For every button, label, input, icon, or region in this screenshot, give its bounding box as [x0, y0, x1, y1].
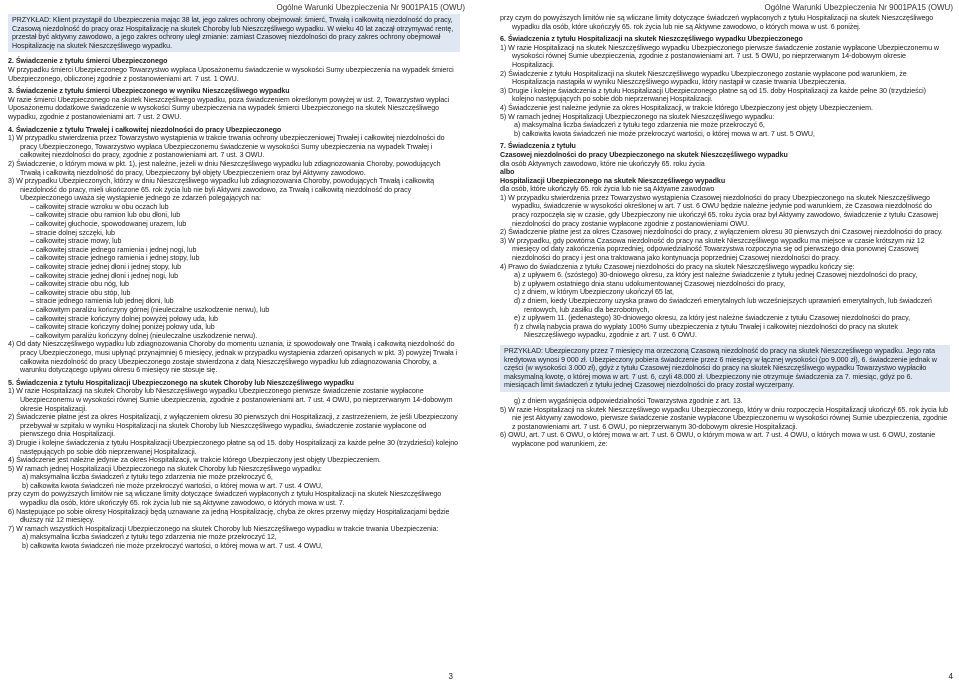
dash-item: – całkowitej stracie jednego ramienia i jednej nogi, lub: [30, 245, 197, 254]
list-item: 1) W razie Hospitalizacji na skutek Choroby lub Nieszczęśliwego wypadku Ubezpieczonego pierwsze świadczenie zostanie wypłacone Ubezpieczonemu w wysokości równej Sumie ubezpieczenia, zgodnie z postanowieniami art. 7 ust. 4 OWU, po nieprzerwanym 14-dobowym okresie Hospitalizacji.: [8, 387, 453, 413]
list-item: 4) Świadczenie jest należne jedynie za okres Hospitalizacji, w trakcie którego Ubezpieczony jest objęty Ubezpieczeniem.: [8, 456, 381, 465]
dash-item: – całkowitej stracie wzroku w obu oczach lub: [30, 202, 169, 211]
section-title: Świadczenia z tytułu Hospitalizacji Ubezpieczonego na skutek Choroby lub Nieszczęśliwego wypadku: [15, 378, 354, 387]
list-item: 1) W przypadku stwierdzenia przez Towarzystwo wystąpienia Czasowej niezdolności do pracy Ubezpieczonego na skutek Nieszczęśliwego wypadku, świadczenie w wysokości określonej w art. 7 ust. 6 OWU będzie należne jedynie pod warunkiem, że Czasowa niezdolność do pracy rozpoczęła się w czasie, gdy Ubezpieczony nie ukończył 65. roku życia oraz był Aktywny zawodowo, świadczenie z tytułu Czasowej niezdolności do pracy zostanie wypłacone zgodnie z postanowieniami OWU.: [500, 193, 938, 228]
dash-item: – całkowitej stracie jednej dłoni i jednej stopy, lub: [30, 263, 182, 272]
section-lead: Czasowej niezdolności do pracy Ubezpieczonego na skutek Nieszczęśliwego wypadku: [500, 150, 788, 159]
dash-item: – całkowitej stracie kończyny dolnej powyżej połowy uda, lub: [30, 314, 218, 323]
list-item: 2) Świadczenie z tytułu Hospitalizacji na skutek Nieszczęśliwego wypadku Ubezpieczonego zostanie wypłacone pod warunkiem, że Hospitalizacja nastąpiła w wyniku Nieszczęśliwego wypadku, który nastąpił w czasie trwania Ubezpieczenia.: [500, 69, 907, 87]
list-note: przy czym do powyższych limitów nie są wliczane limity dotyczące świadczeń wypłaconych z tytułu Hospitalizacji na skutek Nieszczęśliwego wypadku dla osób, które ukończyły 65. rok życia lub nie są Aktywne zawodowo, o których mowa w ust. 7.: [8, 490, 442, 508]
list-item: 6) Następujące po sobie okresy Hospitalizacji będą uznawane za jedną Hospitalizację, chyba że okres przerwy między Hospitalizacjami będzie dłuższy niż 12 miesięcy.: [8, 507, 450, 525]
section-lead: dla osób, które ukończyły 65. rok życia lub nie są Aktywne zawodowo: [500, 185, 715, 194]
sub-item: a) maksymalna liczba świadczeń z tytułu tego zdarzenia nie może przekroczyć 6,: [22, 473, 273, 482]
section-text: W razie śmierci Ubezpieczonego na skutek Nieszczęśliwego wypadku, poza świadczeniem określonym powyżej w ust. 2, Towarzystwo wypłaci Uposażonemu dodatkowe świadczenie w wysokości Sumy ubezpieczenia na wypadek śmierci Ubezpieczonego na skutek Nieszczęśliwego wypadku, zgodnie z postanowieniami art. 7 ust. 2 OWU.: [8, 95, 450, 121]
list-item: 4) Prawo do świadczenia z tytułu Czasowej niezdolności do pracy na skutek Nieszczęśliwego wypadku kończy się:: [500, 262, 855, 271]
section-title: Świadczenie z tytułu śmierci Ubezpieczonego w wyniku Nieszczęśliwego wypadku: [15, 87, 290, 96]
dash-item: – całkowitej stracie kończyny dolnej poniżej połowy uda, lub: [30, 323, 215, 332]
dash-item: – całkowitej stracie mowy, lub: [30, 237, 122, 246]
list-item: 6) OWU, art. 7 ust. 6 OWU, o której mowa w art. 7 ust. 6 OWU, o którym mowa w art. 7 ust. 4 OWU, o których mowa w ust. 6 OWU, zostanie wypłacone pod warunkiem, że:: [500, 431, 936, 448]
sub-item: b) całkowita kwota świadczeń nie może przekroczyć wartości, o której mowa w art. 7 ust. 5 OWU,: [514, 129, 815, 138]
list-item: 3) Drugie i kolejne świadczenia z tytułu Hospitalizacji Ubezpieczonego płatne są od 15. doby Hospitalizacji za każde pełne 30 (trzydzieści) kolejno następujących po sobie dób nieprzerwanej Hospitalizacji.: [8, 438, 459, 456]
sub-item: e) z upływem 11. (jedenastego) 30-dniowego okresu, za który jest należne świadczenie z tytułu Czasowej niezdolności do pracy,: [514, 314, 911, 323]
continued-text: przy czym do powyższych limitów nie są wliczane limity dotyczące świadczeń wypłaconych z tytułu Hospitalizacji na skutek Nieszczęśliwego wypadku dla osób, które ukończyły 65. rok życia lub nie są Aktywne zawodowo, o których mowa w ust. 6 poniżej.: [500, 14, 934, 31]
section-title: Świadczenia z tytułu Hospitalizacji na skutek Nieszczęśliwego wypadku Ubezpieczonego: [507, 35, 803, 44]
dash-item: – całkowitej stracie jednej dłoni i jednej nogi, lub: [30, 271, 179, 280]
list-item: 2) Świadczenie, o którym mowa w pkt. 1), jest należne, jeżeli w dniu Nieszczęśliwego wypadku lub zdiagnozowania Choroby, powodujących Trwałą i całkowitą niezdolność do pracy, Ubezpieczony był objęty Ubezpieczeniem oraz był Aktywny zawodowo.: [8, 159, 441, 177]
sub-item: c) z dniem, w którym Ubezpieczony ukończył 65 lat,: [514, 288, 674, 297]
section-lead: dla osób Aktywnych zawodowo, które nie ukończyły 65. roku życia: [500, 159, 705, 168]
sub-item: b) z upływem ostatniego dnia stanu udokumentowanej Czasowej niezdolności do pracy,: [514, 279, 786, 288]
list-item: 5) W ramach jednej Hospitalizacji Ubezpieczonego na skutek Choroby lub Nieszczęśliwego wypadku:: [8, 464, 322, 473]
section-title: Świadczenie z tytułu śmierci Ubezpieczonego: [15, 57, 168, 66]
list-item: 3) Drugie i kolejne świadczenia z tytułu Hospitalizacji Ubezpieczonego płatne są od 15. doby Hospitalizacji za każde pełne 30 (trzydzieści) kolejno następujących po sobie dób nieprzerwanej Hospitalizacji.: [500, 86, 926, 104]
sub-item: b) całkowita kwota świadczeń nie może przekroczyć wartości, o której mowa w art. 7 ust. 4 OWU,: [22, 481, 323, 490]
sub-item: f) z chwilą nabycia prawa do wypłaty 100% Sumy ubezpieczenia z tytułu Trwałej i całkowitej niezdolności do pracy na skutek Nieszczęśliwego wypadku, zgodnie z art. 7 ust. 6 OWU.: [514, 322, 898, 340]
dash-item: – całkowitej stracie jednego ramienia i jednej stopy, lub: [30, 254, 200, 263]
sub-item: a) maksymalna liczba świadczeń z tytułu tego zdarzenia nie może przekroczyć 6,: [514, 121, 765, 130]
list-item: 4) Świadczenie jest należne jedynie za okres Hospitalizacji, w trakcie którego Ubezpieczony jest objęty Ubezpieczeniem.: [500, 103, 873, 112]
list-item: 4) Od daty Nieszczęśliwego wypadku lub zdiagnozowania Choroby do momentu uznania, iż spowodowały one Trwałą i całkowitą niezdolność do pracy Ubezpieczonego, musi upłynąć przynajmniej 6 miesięcy, jednak w przypadku wystąpienia zdarzeń opisanych w pkt. 3) powyżej Trwała i całkowita niezdolność do pracy Ubezpieczonego zostaje stwierdzona z datą Nieszczęśliwego wypadku lub zdiagnozowania Choroby, a warunku dotyczącego upływu okresu 6 miesięcy nie stosuje się.: [8, 340, 458, 375]
section-text: W przypadku śmierci Ubezpieczonego Towarzystwo wypłaca Uposażonemu świadczenie w wysokości Sumy ubezpieczenia na wypadek śmierci Ubezpieczonego, obliczonej zgodnie z postanowieniami art. 7 ust. 1 OWU.: [8, 65, 454, 83]
page-number: 3: [448, 672, 453, 681]
section-lead: Hospitalizacji Ubezpieczonego na skutek Nieszczęśliwego wypadku: [500, 176, 726, 185]
sub-item: b) całkowita kwota świadczeń nie może przekroczyć wartości, o której mowa w art. 7 ust. 4 OWU,: [22, 542, 323, 551]
page-right: [480, 0, 959, 685]
dash-item: – stracie jednego ramienia lub jednej dłoni, lub: [30, 297, 174, 306]
section-3: 3. Świadczenie z tytułu śmierci Ubezpieczonego w wyniku Nieszczęśliwego wypadku W razie śmierci Ubezpieczonego na skutek Nieszczęśliwego wypadku, poza świadczeniem określonym powyżej w ust. 2, Towarzystwo wypłaci Uposażonemu dodatkowe świadczenie w wysokości Sumy ubezpieczenia na wypadek śmierci Ubezpieczonego na skutek Nieszczęśliwego wypadku, zgodnie z postanowieniami art. 7 ust. 2 OWU.: [8, 87, 460, 121]
list-item: 2) Świadczenie płatne jest za okres Hospitalizacji, z wyłączeniem okresu 30 pierwszych dni Hospitalizacji, z zastrzeżeniem, że jeśli Ubezpieczony przebywał w szpitalu w wyniku Hospitalizacji na skutek Choroby lub Nieszczęśliwego wypadku, świadczenie zostanie wypłacone od pierwszego dnia Hospitalizacji.: [8, 413, 458, 439]
dash-item: – całkowitej stracie obu ramion lub obu dłoni, lub: [30, 211, 181, 220]
dash-item: – całkowitym paraliżu kończyny górnej (nieuleczalne uszkodzenie nerwu), lub: [30, 306, 270, 314]
sub-item: a) z upływem 6. (szóstego) 30-dniowego okresu, za który jest należne świadczenie z tytułu jednej Czasowej niezdolności do pracy,: [514, 271, 918, 280]
page-left: [0, 0, 479, 685]
section-7: 7. Świadczenia z tytułu Czasowej niezdolności do pracy Ubezpieczonego na skutek Nieszczęśliwego wypadku dla osób Aktywnych zawodowo, które nie ukończyły 65. roku życia albo Hospitalizacji Ubezpieczonego na skutek Nieszczęśliwego wypadku dla osób, które ukończyły 65. rok życia lub nie są Aktywne zawodowo 1) W przypadku stwierdzenia przez Towarzystwo wystąpienia Czasowej niezdolności do pracy Ubezpieczonego na skutek Nieszczęśliwego wypadku, świadczenie w wysokości określonej w art. 7 ust. 6 OWU będzie należne jedynie pod warunkiem, że Czasowa niezdolność do pracy rozpoczęła się w czasie, gdy Ubezpieczony nie ukończył 65. roku życia oraz był Aktywny zawodowo, świadczenie z tytułu Czasowej niezdolności do pracy zostanie wypłacone zgodnie z postanowieniami OWU. 2) Świadczenie płatne jest za okres Czasowej niezdolności do pracy, z wyłączeniem okresu 30 pierwszych dni Czasowej niezdolności do pracy. 3) W przypadku, gdy powtórna Czasowa niezdolność do pracy na skutek Nieszczęśliwego wypadku ma miejsce w czasie krótszym niż 12 miesięcy od daty zakończenia poprzedniej, odpowiedzialność Towarzystwa rozpoczyna się od pierwszego dnia ponownej Czasowej niezdolności do pracy i jest ona traktowana jako kontynuacja poprzedniej Czasowej niezdolności do pracy. 4) Prawo do świadczenia z tytułu Czasowej niezdolności do pracy na skutek Nieszczęśliwego wypadku kończy się: a) z upływem 6. (szóstego) 30-dniowego okresu, za który jest należne świadczenie z tytułu jednej Czasowej niezdolności do pracy, b) z upływem ostatniego dnia stanu udokumentowanej Czasowej niezdolności do pracy, c) z dniem, w którym Ubezpieczony ukończył 65 lat, d) z dniem, kiedy Ubezpieczony uzyska prawo do świadczeń emerytalnych lub wcześniejszych uprawnień emerytalnych, lub świadczeń rentowych, lub zasiłku dla bezrobotnych, e) z upływem 11. (jedenastego) 30-dniowego okresu, za który jest należne świadczenie z tytułu Czasowej niezdolności do pracy, f) z chwilą nabycia prawa do wypłaty 100% Sumy ubezpieczenia z tytułu Trwałej i całkowitej niezdolności do pracy na skutek Nieszczęśliwego wypadku, zgodnie z art. 7 ust. 6 OWU.: [500, 142, 950, 340]
section-lead: albo: [500, 168, 515, 177]
dash-item: – stracie dolnej szczęki, lub: [30, 228, 115, 237]
dash-item: – całkowitym paraliżu kończyny dolnej (nieuleczalne uszkodzenie nerwu).: [30, 331, 258, 340]
example-box: PRZYKŁAD: Klient przystąpił do Ubezpieczenia mając 38 lat, jego zakres ochrony obejmował: śmierć, Trwałą i całkowitą niezdolność do pracy, Czasową niezdolność do pracy oraz Hospitalizację na skutek Choroby lub Nieszczęśliwego wypadku. W wieku 40 lat zaczął otrzymywać rentę, przestał być aktywny zawodowo, a jego zakres ochrony uległ zmianie: zamiast Czasowej niezdolności do pracy zakres ochrony obejmował Hospitalizację na skutek Nieszczęśliwego wypadku.: [8, 14, 460, 52]
section-6: 6. Świadczenia z tytułu Hospitalizacji na skutek Nieszczęśliwego wypadku Ubezpieczonego 1) W razie Hospitalizacji na skutek Nieszczęśliwego wypadku Ubezpieczonego pierwsze świadczenie zostanie wypłacone Ubezpieczonemu w wysokości równej Sumie ubezpieczenia, zgodnie z postanowieniami art. 7 ust. 5 OWU, po nieprzerwanym 14-dobowym okresie Hospitalizacji. 2) Świadczenie z tytułu Hospitalizacji na skutek Nieszczęśliwego wypadku Ubezpieczonego zostanie wypłacone pod warunkiem, że Hospitalizacja nastąpiła w wyniku Nieszczęśliwego wypadku, który nastąpił w czasie trwania Ubezpieczenia. 3) Drugie i kolejne świadczenia z tytułu Hospitalizacji Ubezpieczonego płatne są od 15. doby Hospitalizacji za każde pełne 30 (trzydzieści) kolejno następujących po sobie dób nieprzerwanej Hospitalizacji. 4) Świadczenie jest należne jedynie za okres Hospitalizacji, w trakcie którego Ubezpieczony jest objęty Ubezpieczeniem. 5) W ramach jednej Hospitalizacji Ubezpieczonego na skutek Nieszczęśliwego wypadku: a) maksymalna liczba świadczeń z tytułu tego zdarzenia nie może przekroczyć 6, b) całkowita kwota świadczeń nie może przekroczyć wartości, o której mowa w art. 7 ust. 5 OWU,: [500, 35, 950, 138]
list-item: 3) W przypadku Ubezpieczonych, którzy w dniu Nieszczęśliwego wypadku lub zdiagnozowania Choroby, powodujących Trwałą i całkowitą niezdolność do pracy, mieli ukończone 65. rok życia lub nie byli Aktywni zawodowo, za Trwałą i całkowitą niezdolność do pracy Ubezpieczonego uważa się wystąpienie jednego ze zdarzeń polegających na:: [8, 177, 435, 203]
page-body: [500, 14, 950, 449]
section-title: Świadczenia z tytułu: [507, 142, 576, 151]
page-header: Ogólne Warunki Ubezpieczenia Nr 9001PA15 (OWU): [764, 3, 953, 12]
list-item: 3) W przypadku, gdy powtórna Czasowa niezdolność do pracy na skutek Nieszczęśliwego wypadku ma miejsce w czasie krótszym niż 12 miesięcy od daty zakończenia poprzedniej, odpowiedzialność Towarzystwa rozpoczyna się od pierwszego dnia ponownej Czasowej niezdolności do pracy i jest ona traktowana jako kontynuacja poprzedniej Czasowej niezdolności do pracy.: [500, 236, 925, 263]
example-box: PRZYKŁAD: Ubezpieczony przez 7 miesięcy ma orzeczoną Czasową niezdolność do pracy na skutek Nieszczęśliwego wypadku. Jego rata kredytowa wynosi 9 000 zł. Ubezpieczony pobiera świadczenie przez 6 miesięcy w łącznej wysokości (po 9.000 zł), 6. świadczenie jednak w części (w wysokości 3.000 zł), gdyż z tytułu Czasowej niezdolności do pracy na skutek Nieszczęśliwego wypadku Towarzystwo wypłaciło maksymalną kwotę, o której mowa w art. 7 ust. 6, czyli 48.000 zł. Ubezpieczony nie otrzymuje świadczenia za 7. miesiąc, gdyż po 6. miesiącach limit świadczeń z tytułu jednej Czasowej niezdolności do pracy został wyczerpany.: [500, 345, 950, 392]
list-item: 5) W razie Hospitalizacji na skutek Nieszczęśliwego wypadku Ubezpieczonego, który w dniu rozpoczęcia Hospitalizacji ukończył 65. rok życia lub nie jest Aktywny zawodowo, pierwsze świadczenie zostanie wypłacone Ubezpieczonemu w wysokości równej Sumie ubezpieczenia, zgodnie z postanowieniami art. 7 ust. 6 OWU, po nieprzerwanym 30-dobowym okresie Hospitalizacji.: [500, 405, 948, 431]
section-5: 5. Świadczenia z tytułu Hospitalizacji Ubezpieczonego na skutek Choroby lub Nieszczęśliwego wypadku 1) W razie Hospitalizacji na skutek Choroby lub Nieszczęśliwego wypadku Ubezpieczonego pierwsze świadczenie zostanie wypłacone Ubezpieczonemu w wysokości równej Sumie ubezpieczenia, zgodnie z postanowieniami art. 7 ust. 4 OWU, po nieprzerwanym 14-dobowym okresie Hospitalizacji. 2) Świadczenie płatne jest za okres Hospitalizacji, z wyłączeniem okresu 30 pierwszych dni Hospitalizacji, z zastrzeżeniem, że jeśli Ubezpieczony przebywał w szpitalu w wyniku Hospitalizacji na skutek Choroby lub Nieszczęśliwego wypadku, świadczenie zostanie wypłacone od pierwszego dnia Hospitalizacji. 3) Drugie i kolejne świadczenia z tytułu Hospitalizacji Ubezpieczonego płatne są od 15. doby Hospitalizacji za każde pełne 30 (trzydzieści) kolejno następujących po sobie dób nieprzerwanej Hospitalizacji. 4) Świadczenie jest należne jedynie za okres Hospitalizacji, w trakcie którego Ubezpieczony jest objęty Ubezpieczeniem. 5) W ramach jednej Hospitalizacji Ubezpieczonego na skutek Choroby lub Nieszczęśliwego wypadku: a) maksymalna liczba świadczeń z tytułu tego zdarzenia nie może przekroczyć 6, b) całkowita kwota świadczeń nie może przekroczyć wartości, o której mowa w art. 7 ust. 4 OWU, przy czym do powyższych limitów nie są wliczane limity dotyczące świadczeń wypłaconych z tytułu Hospitalizacji na skutek Nieszczęśliwego wypadku dla osób, które ukończyły 65. rok życia lub nie są Aktywne zawodowo, o których mowa w ust. 7. 6) Następujące po sobie okresy Hospitalizacji będą uznawane za jedną Hospitalizację, chyba że okres przerwy między Hospitalizacjami będzie dłuższy niż 12 miesięcy. 7) W ramach wszystkich Hospitalizacji Ubezpieczonego na skutek Choroby lub Nieszczęśliwego wypadku w trakcie trwania Ubezpieczenia: a) maksymalna liczba świadczeń z tytułu tego zdarzenia nie może przekroczyć 12, b) całkowita kwota świadczeń nie może przekroczyć wartości, o której mowa w art. 7 ust. 4 OWU,: [8, 378, 459, 551]
dash-item: – całkowitej stracie obu nóg, lub: [30, 280, 129, 289]
section-2: 2. Świadczenie z tytułu śmierci Ubezpieczonego W przypadku śmierci Ubezpieczonego Towarzystwo wypłaca Uposażonemu świadczenie w wysokości Sumy ubezpieczenia na wypadek śmierci Ubezpieczonego, obliczonej zgodnie z postanowieniami art. 7 ust. 1 OWU.: [8, 57, 460, 83]
list-item: 1) W razie Hospitalizacji na skutek Nieszczęśliwego wypadku Ubezpieczonego pierwsze świadczenie zostanie wypłacone Ubezpieczonemu w wysokości równej Sumie ubezpieczenia, zgodnie z postanowieniami art. 7 ust. 5 OWU, po nieprzerwanym 14-dobowym okresie Hospitalizacji.: [500, 43, 939, 69]
list-item: 7) W ramach wszystkich Hospitalizacji Ubezpieczonego na skutek Choroby lub Nieszczęśliwego wypadku w trakcie trwania Ubezpieczenia:: [8, 524, 439, 533]
dash-item: – całkowitej stracie obu stóp, lub: [30, 288, 131, 297]
list-item: 5) W ramach jednej Hospitalizacji Ubezpieczonego na skutek Nieszczęśliwego wypadku:: [500, 112, 775, 121]
dash-item: – całkowitej głuchocie, spowodowanej urazem, lub: [30, 220, 187, 229]
list-item: 1) W przypadku stwierdzenia przez Towarzystwo wystąpienia w trakcie trwania ochrony ubezpieczeniowej Trwałej i całkowitej niezdolności do pracy Ubezpieczonego, Towarzystwo wypłaca Ubezpieczonemu świadczenie w wysokości Sumy ubezpieczenia na wypadek Trwałej i całkowitej niezdolności do pracy, zgodnie z postanowieniami art. 7 ust. 3 OWU.: [8, 134, 445, 160]
page-number: 4: [948, 672, 953, 681]
section-4: 4. Świadczenie z tytułu Trwałej i całkowitej niezdolności do pracy Ubezpieczonego 1) W przypadku stwierdzenia przez Towarzystwo wystąpienia w trakcie trwania ochrony ubezpieczeniowej Trwałej i całkowitej niezdolności do pracy Ubezpieczonego, Towarzystwo wypłaca Ubezpieczonemu świadczenie w wysokości Sumy ubezpieczenia na wypadek Trwałej i całkowitej niezdolności do pracy, zgodnie z postanowieniami art. 7 ust. 3 OWU. 2) Świadczenie, o którym mowa w pkt. 1), jest należne, jeżeli w dniu Nieszczęśliwego wypadku lub zdiagnozowania Choroby, powodujących Trwałą i całkowitą niezdolność do pracy, Ubezpieczony był objęty Ubezpieczeniem oraz był Aktywny zawodowo. 3) W przypadku Ubezpieczonych, którzy w dniu Nieszczęśliwego wypadku lub zdiagnozowania Choroby, powodujących Trwałą i całkowitą niezdolność do pracy, mieli ukończone 65. rok życia lub nie byli Aktywni zawodowo, za Trwałą i całkowitą niezdolność do pracy Ubezpieczonego uważa się wystąpienie jednego ze zdarzeń polegających na: – całkowitej stracie wzroku w obu oczach lub – całkowitej stracie obu ramion lub obu dłoni, lub – całkowitej głuchocie, spowodowanej urazem, lub – stracie dolnej szczęki, lub – całkowitej stracie mowy, lub – całkowitej stracie jednego ramienia i jednej nogi, lub – całkowitej stracie jednego ramienia i jednej stopy, lub – całkowitej stracie jednej dłoni i jednej stopy, lub – całkowitej stracie jednej dłoni i jednej nogi, lub – całkowitej stracie obu nóg, lub – całkowitej stracie obu stóp, lub – stracie jednego ramienia lub jednej dłoni, lub – całkowitym paraliżu kończyny górnej (nieuleczalne uszkodzenie nerwu), lub – całkowitej stracie kończyny dolnej powyżej połowy uda, lub – całkowitej stracie kończyny dolnej poniżej połowy uda, lub – całkowitym paraliżu kończyny dolnej (nieuleczalne uszkodzenie nerwu). 4) Od daty Nieszczęśliwego wypadku lub zdiagnozowania Choroby do momentu uznania, iż spowodowały one Trwałą i całkowitą niezdolność do pracy Ubezpieczonego, musi upłynąć przynajmniej 6 miesięcy, jednak w przypadku wystąpienia zdarzeń opisanych w pkt. 3) powyżej Trwała i całkowita niezdolność do pracy Ubezpieczonego zostaje stwierdzona z datą Nieszczęśliwego wypadku lub zdiagnozowania Choroby, a warunku dotyczącego upływu okresu 6 miesięcy nie stosuje się.: [8, 126, 460, 375]
page-body: [8, 14, 460, 551]
sub-item: a) maksymalna liczba świadczeń z tytułu tego zdarzenia nie może przekroczyć 12,: [22, 533, 277, 542]
sub-item: g) z dniem wygaśnięcia odpowiedzialności Towarzystwa zgodnie z art. 13.: [514, 396, 743, 405]
page-header: Ogólne Warunki Ubezpieczenia Nr 9001PA15 (OWU): [276, 3, 465, 12]
sub-item: d) z dniem, kiedy Ubezpieczony uzyska prawo do świadczeń emerytalnych lub wcześniejszych uprawnień emerytalnych, lub świadczeń rentowych, lub zasiłku dla bezrobotnych,: [514, 297, 932, 314]
section-title: Świadczenie z tytułu Trwałej i całkowitej niezdolności do pracy Ubezpieczonego: [15, 125, 282, 134]
list-item: 2) Świadczenie płatne jest za okres Czasowej niezdolności do pracy, z wyłączeniem okresu 30 pierwszych dni Czasowej niezdolności do pracy.: [500, 228, 943, 237]
